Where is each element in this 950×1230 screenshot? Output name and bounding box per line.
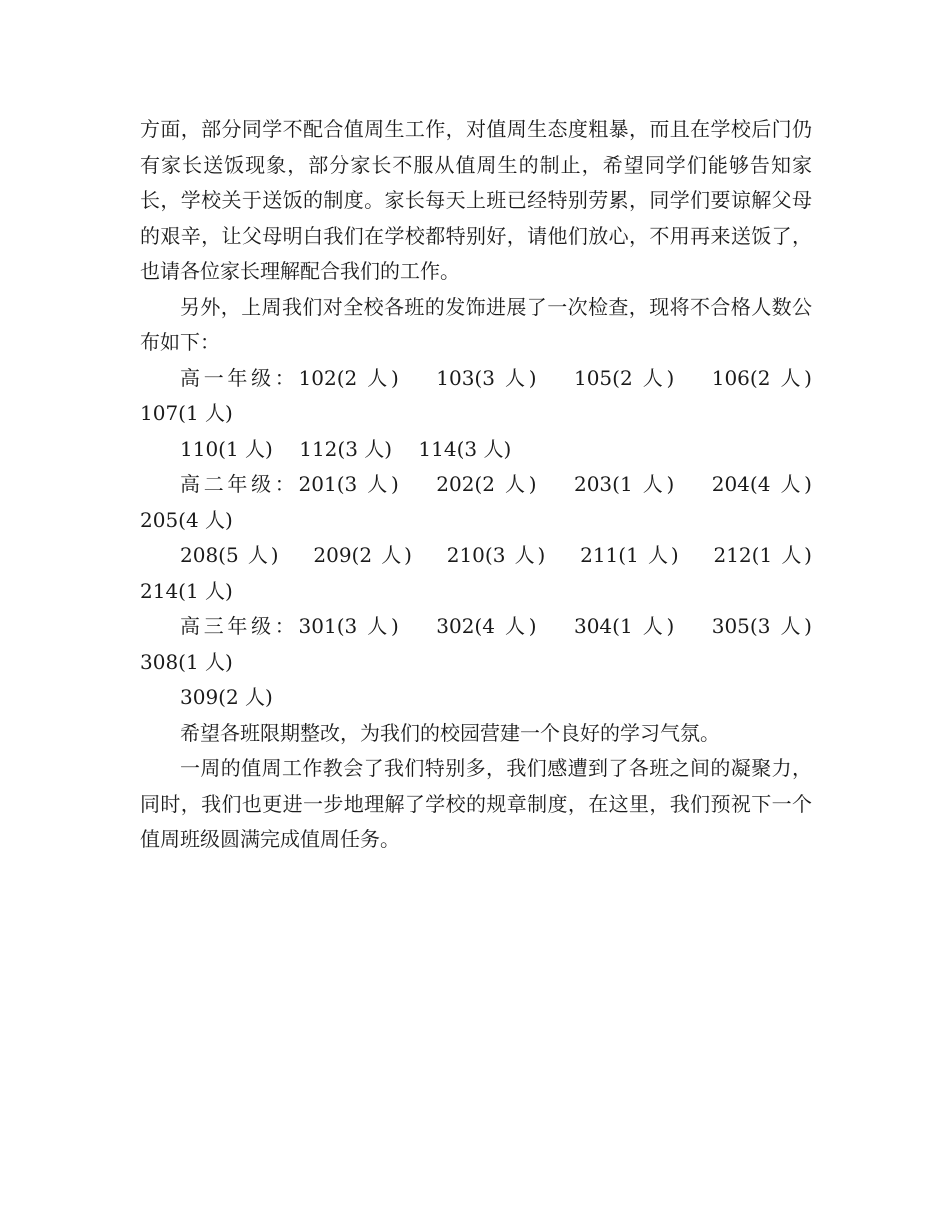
document-page <box>140 112 839 858</box>
grade-one-list-continued: 110(1 人) 112(3 人) 114(3 人) <box>180 436 512 461</box>
paragraph-continuation: 方面，部分同学不配合值周生工作，对值周生态度粗暴，而且在学校后门仍有家长送饭现象，部分家长不服从值周生的制止，希望同学们能够告知家长，学校关于送饭的制度。家长每天上班已经特别劳累，同学们要谅解父母的艰辛，让父母明白我们在学校都特别好，请他们放心，不用再来送饭了，也请各位家长理解配合我们的工作。 <box>140 117 812 283</box>
paragraph-inspection-intro: 另外，上周我们对全校各班的发饰进展了一次检查，现将不合格人数公布如下： <box>140 294 812 354</box>
paragraph-rectification: 希望各班限期整改，为我们的校园营建一个良好的学习气氛。 <box>180 720 720 745</box>
grade-two-list-continued: 208(5 人) 209(2 人) 210(3 人) 211(1 人) 212(1 人) 214(1 人) <box>140 543 839 603</box>
grade-three-list: 高三年级：301(3 人) 302(4 人) 304(1 人) 305(3 人) 308(1 人) <box>140 614 839 674</box>
grade-three-list-continued: 309(2 人) <box>180 685 273 709</box>
grade-one-list: 高一年级：102(2 人) 103(3 人) 105(2 人) 106(2 人) 107(1 人) <box>140 365 839 425</box>
paragraph-closing: 一周的值周工作教会了我们特别多，我们感遭到了各班之间的凝聚力，同时，我们也更进一步地理解了学校的规章制度，在这里，我们预祝下一个值周班级圆满完成值周任务。 <box>140 756 812 851</box>
grade-two-list: 高二年级：201(3 人) 202(2 人) 203(1 人) 204(4 人) 205(4 人) <box>140 472 839 532</box>
